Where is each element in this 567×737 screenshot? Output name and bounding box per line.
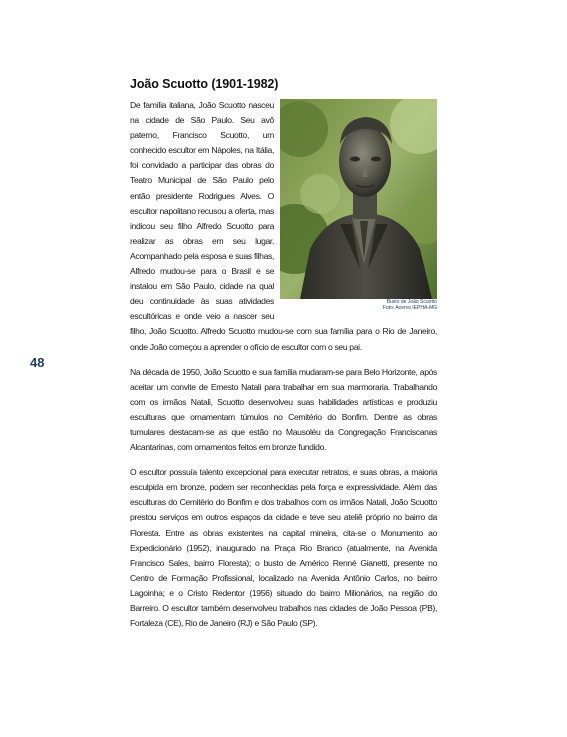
paragraph-1-text: De família italiana, João Scuotto nasceu na cidade de São Paulo. Seu avô paterno, Francisco Scuotto, um conhecido escultor em Nápoles, na Itália, foi convidado a participar das obras do Teatro Municipal de São Paulo pelo então presidente Rodrigues Alves. O escultor napolitano recusou a oferta, mas indicou seu filho Alfredo Scuotto para realizar as obras em seu lugar. Acompanhado pela esposa e suas filhas, Alfredo mudou-se para o Brasil e se instalou em São Paulo, cidade na qual deu continuidade às suas atividades escultóricas e onde veio a nascer seu filho, João Scuotto. Alfredo Scuotto mudou-se com sua família para o Rio de Janeiro, onde João começou a aprender o ofício de escultor com o seu pai. [130, 100, 437, 352]
article-body [130, 98, 437, 631]
paragraph-3: O escultor possuía talento excepcional para executar retratos, e suas obras, a maioria esculpida em bronze, podem ser reconhecidas pela força e expressividade. Além das esculturas do Cemitério do Bonfim e dos trabalhos com os irmãos Natali, João Scuotto prestou serviços em outros espaços da cidade e teve seu ateliê próprio no bairro da Floresta. Entre as obras existentes na capital mineira, cita-se o Monumento ao Expedicionário (1952), inaugurado na Praça Rio Branco (atualmente, na Avenida Francisco Sales, bairro Floresta); o busto de Américo Renné Gianetti, presente no Centro de Formação Profissional, localizado na Avenida Antônio Carlos, no bairro Lagoinha; e o Cristo Redentor (1956) situado do bairro Milionários, na região do Barreiro. O escultor também desenvolveu trabalhos nas cidades de João Pessoa (PB), Fortaleza (CE), Rio de Janeiro (RJ) e São Paulo (SP). [130, 467, 437, 629]
figure [280, 99, 437, 311]
paragraph-1 [130, 98, 437, 355]
caption-credit: Foto: Acervo IEPHA-MG [382, 305, 437, 311]
page-number: 48 [30, 355, 45, 370]
paragraph-2: Na década de 1950, João Scuotto e sua família mudaram-se para Belo Horizonte, após aceitar um convite de Ernesto Natali para trabalhar em sua marmoraria. Trabalhando com os irmãos Natali, Scuotto desenvolveu suas habilidades artísticas e produziu esculturas que ornamentam túmulos no Cemitério do Bonfim. Dentre as obras tumulares destacam-se as que estão no Mausoléu da Congregação Franciscanas Alcantarinas, com ornamentos feitos em bronze fundido. [130, 366, 437, 453]
figure-caption [280, 299, 437, 311]
caption-title: Busto de João Scuotto [386, 299, 437, 305]
bust-photo [280, 99, 437, 299]
page-title: João Scuotto (1901-1982) [130, 77, 279, 91]
